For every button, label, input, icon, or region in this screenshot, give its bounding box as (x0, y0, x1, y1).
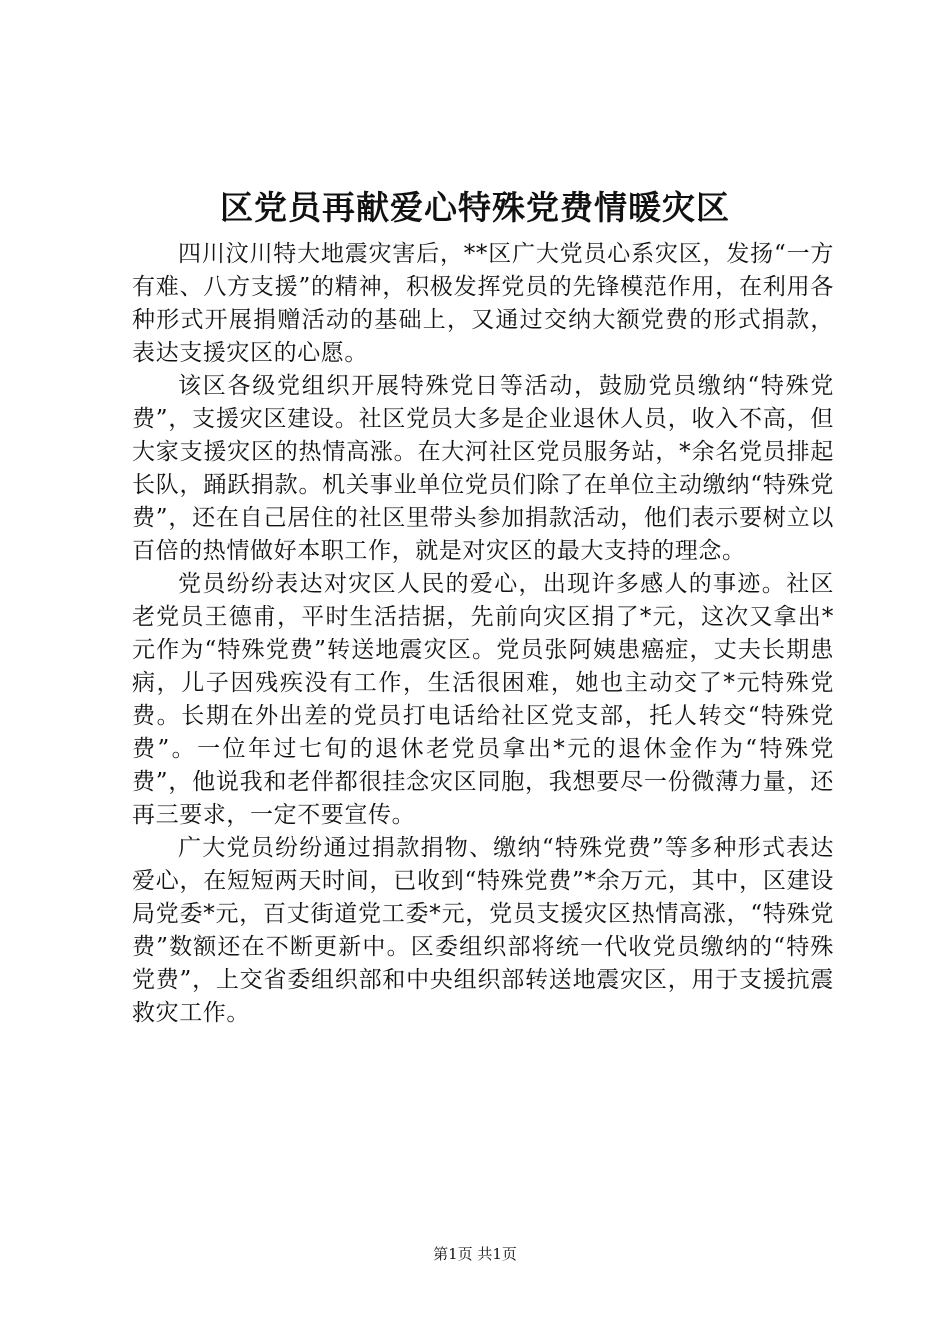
document-title: 区党员再献爱心特殊党费情暖灾区 (220, 188, 730, 227)
paragraph-1: 四川汶川特大地震灾害后，**区广大党员心系灾区，发扬“一方有难、八方支援”的精神，积极发挥党员的先锋模范作用，在利用各种形式开展捐赠活动的基础上，又通过交纳大额党费的形式捐款，表达支援灾区的心愿。 (132, 241, 834, 366)
paragraph-2: 该区各级党组织开展特殊党日等活动，鼓励党员缴纳“特殊党费”，支援灾区建设。社区党员大多是企业退休人员，收入不高，但大家支援灾区的热情高涨。在大河社区党员服务站，*余名党员排起长队，踊跃捐款。机关事业单位党员们除了在单位主动缴纳“特殊党费”，还在自己居住的社区里带头参加捐款活动，他们表示要树立以百倍的热情做好本职工作，就是对灾区的最大支持的理念。 (132, 373, 834, 564)
paragraph-4: 广大党员纷纷通过捐款捐物、缴纳“特殊党费”等多种形式表达爱心，在短短两天时间，已收到“特殊党费”*余万元，其中，区建设局党委*元，百丈街道党工委*元，党员支援灾区热情高涨，“特殊党费”数额还在不断更新中。区委组织部将统一代收党员缴纳的“特殊党费”，上交省委组织部和中央组织部转送地震灾区，用于支援抗震救灾工作。 (132, 835, 834, 1026)
page-footer: 第1页 共1页 (433, 1245, 517, 1263)
paragraph-3: 党员纷纷表达对灾区人民的爱心，出现许多感人的事迹。社区老党员王德甫，平时生活拮据，先前向灾区捐了*元，这次又拿出*元作为“特殊党费”转送地震灾区。党员张阿姨患癌症，丈夫长期患病，儿子因残疾没有工作，生活很困难，她也主动交了*元特殊党费。长期在外出差的党员打电话给社区党支部，托人转交“特殊党费”。一位年过七旬的退休老党员拿出*元的退休金作为“特殊党费”，他说我和老伴都很挂念灾区同胞，我想要尽一份微薄力量，还再三要求，一定不要宣传。 (132, 571, 834, 828)
document-body (132, 238, 834, 1030)
